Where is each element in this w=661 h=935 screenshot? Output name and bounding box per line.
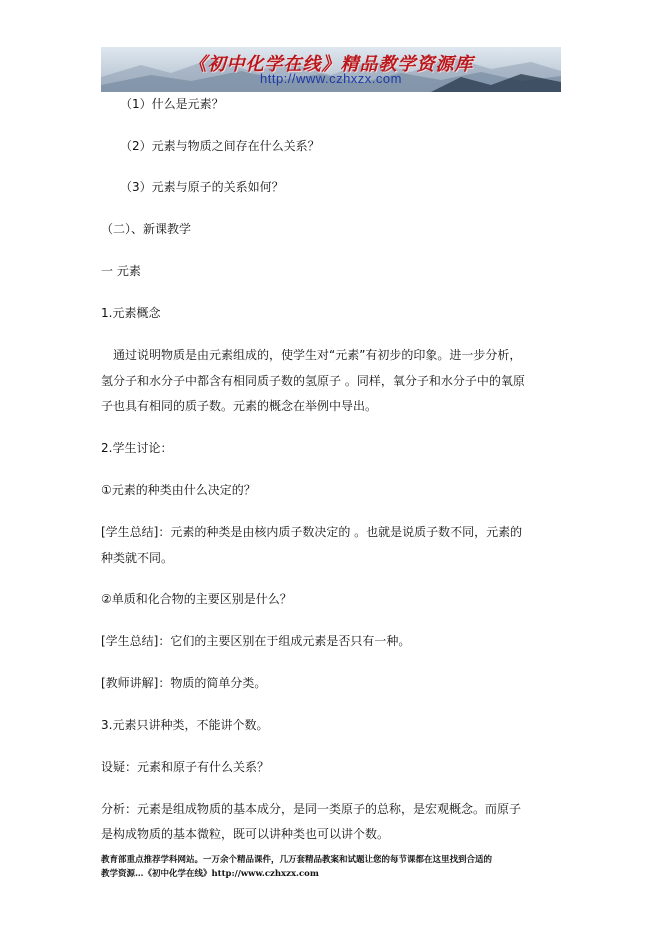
student-summary-line: [学生总结]：它们的主要区别在于组成元素是否只有一种。 (101, 634, 411, 648)
student-summary-line: 种类就不同。 (101, 551, 174, 565)
question-3: （3）元素与原子的关系如何？ (120, 180, 284, 194)
item-heading-1: 1.元素概念 (101, 306, 161, 320)
section-heading: （二）、新课教学 (101, 222, 192, 236)
item-heading-2: 2.学生讨论： (101, 441, 173, 455)
student-summary-line: [学生总结]：元素的种类是由核内质子数决定的 。也就是说质子数不同，元素的 (101, 525, 523, 539)
footer-line: 教育部重点推荐学科网站。一万余个精品课件，几万套精品教案和试题让您的每节课都在这里找到合适的 (101, 855, 493, 865)
paragraph-line: 氢分子和水分子中都含有相同质子数的氢原子 。同样，氧分子和水分子中的氧原 (101, 374, 525, 388)
question-1: （1）什么是元素？ (120, 97, 224, 111)
subsection-heading: 一 元素 (101, 264, 141, 278)
question-2: （2）元素与物质之间存在什么关系？ (120, 139, 320, 153)
banner-title: 《初中化学在线》精品教学资源库 (188, 54, 474, 75)
discussion-question-1: ①元素的种类由什么决定的？ (101, 483, 256, 497)
paragraph-line: 子也具有相同的质子数。元素的概念在举例中导出。 (101, 399, 378, 413)
banner-url[interactable]: http://www.czhxzx.com (260, 71, 402, 86)
teacher-explanation: [教师讲解]：物质的简单分类。 (101, 676, 267, 690)
header-banner (101, 47, 561, 92)
footer-line: 教学资源…《初中化学在线》http://www.czhxzx.com (101, 869, 319, 879)
item-heading-3: 3.元素只讲种类，不能讲个数。 (101, 718, 269, 732)
discussion-question-2: ②单质和化合物的主要区别是什么？ (101, 592, 292, 606)
paragraph-line: 通过说明物质是由元素组成的，使学生对“元素”有初步的印象。进一步分析， (113, 348, 522, 362)
analysis-line: 分析：元素是组成物质的基本成分，是同一类原子的总称，是宏观概念。而原子 (101, 802, 522, 816)
page-footer (101, 853, 571, 881)
question-prompt: 设疑：元素和原子有什么关系？ (101, 760, 270, 774)
analysis-line: 是构成物质的基本微粒，既可以讲种类也可以讲个数。 (101, 827, 390, 841)
